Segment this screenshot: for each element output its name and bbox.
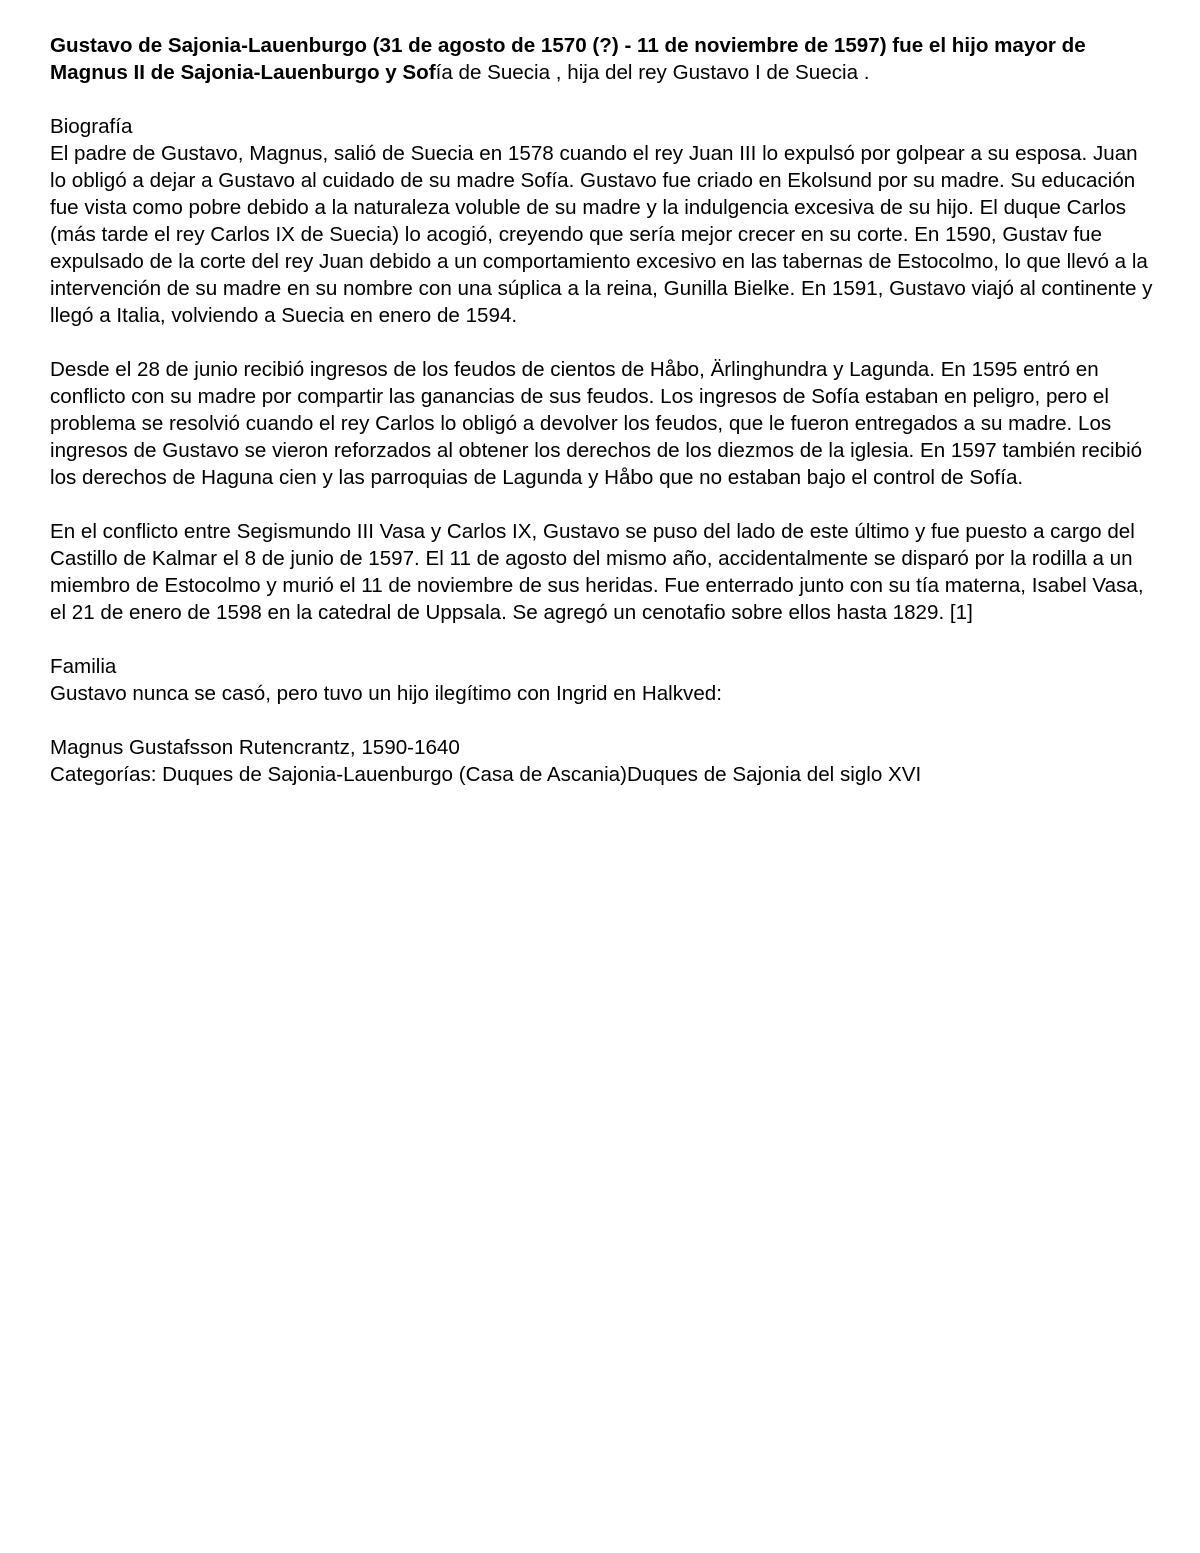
biography-paragraph-3: En el conflicto entre Segismundo III Vasa y Carlos IX, Gustavo se puso del lado de este último y fue puesto a cargo del Castillo de Kalmar el 8 de junio de 1597. El 11 de agosto del mismo año, accidentalmente se disparó por la rodilla a un miembro de Estocolmo y murió el 11 de noviembre de sus heridas. Fue enterrado junto con su tía materna, Isabel Vasa, el 21 de enero de 1598 en la catedral de Uppsala. Se agregó un cenotafio sobre ellos hasta 1829. [1]: [50, 520, 1144, 624]
document-page: [50, 32, 1155, 788]
intro-normal-text: ía de Suecia , hija del rey Gustavo I de Suecia .: [435, 61, 870, 84]
intro-paragraph: [50, 32, 1155, 86]
family-heading: Familia: [50, 655, 117, 678]
categories-line: Categorías: Duques de Sajonia-Lauenburgo (Casa de Ascania)Duques de Sajonia del siglo XVI: [50, 763, 922, 786]
spacer: [50, 626, 1155, 653]
spacer: [50, 491, 1155, 518]
family-paragraph: Gustavo nunca se casó, pero tuvo un hijo ilegítimo con Ingrid en Halkved:: [50, 682, 722, 705]
family-child: Magnus Gustafsson Rutencrantz, 1590-1640: [50, 736, 460, 759]
intro-bold-text: Gustavo de Sajonia-Lauenburgo (31 de agosto de 1570 (?) - 11 de noviembre de 1597) fue el hijo mayor de Magnus II de Sajonia-Lauenburgo y Sof: [50, 34, 1086, 84]
spacer: [50, 329, 1155, 356]
biography-heading: Biografía: [50, 115, 133, 138]
spacer: [50, 86, 1155, 113]
biography-paragraph-1: El padre de Gustavo, Magnus, salió de Suecia en 1578 cuando el rey Juan III lo expulsó por golpear a su esposa. Juan lo obligó a dejar a Gustavo al cuidado de su madre Sofía. Gustavo fue criado en Ekolsund por su madre. Su educación fue vista como pobre debido a la naturaleza voluble de su madre y la indulgencia excesiva de su hijo. El duque Carlos (más tarde el rey Carlos IX de Suecia) lo acogió, creyendo que sería mejor crecer en su corte. En 1590, Gustav fue expulsado de la corte del rey Juan debido a un comportamiento excesivo en las tabernas de Estocolmo, lo que llevó a la intervención de su madre en su nombre con una súplica a la reina, Gunilla Bielke. En 1591, Gustavo viajó al continente y llegó a Italia, volviendo a Suecia en enero de 1594.: [50, 142, 1153, 327]
spacer: [50, 707, 1155, 734]
biography-paragraph-2: Desde el 28 de junio recibió ingresos de los feudos de cientos de Håbo, Ärlinghundra y Lagunda. En 1595 entró en conflicto con su madre por compartir las ganancias de sus feudos. Los ingresos de Sofía estaban en peligro, pero el problema se resolvió cuando el rey Carlos lo obligó a devolver los feudos, que le fueron entregados a su madre. Los ingresos de Gustavo se vieron reforzados al obtener los derechos de los diezmos de la iglesia. En 1597 también recibió los derechos de Haguna cien y las parroquias de Lagunda y Håbo que no estaban bajo el control de Sofía.: [50, 358, 1143, 489]
